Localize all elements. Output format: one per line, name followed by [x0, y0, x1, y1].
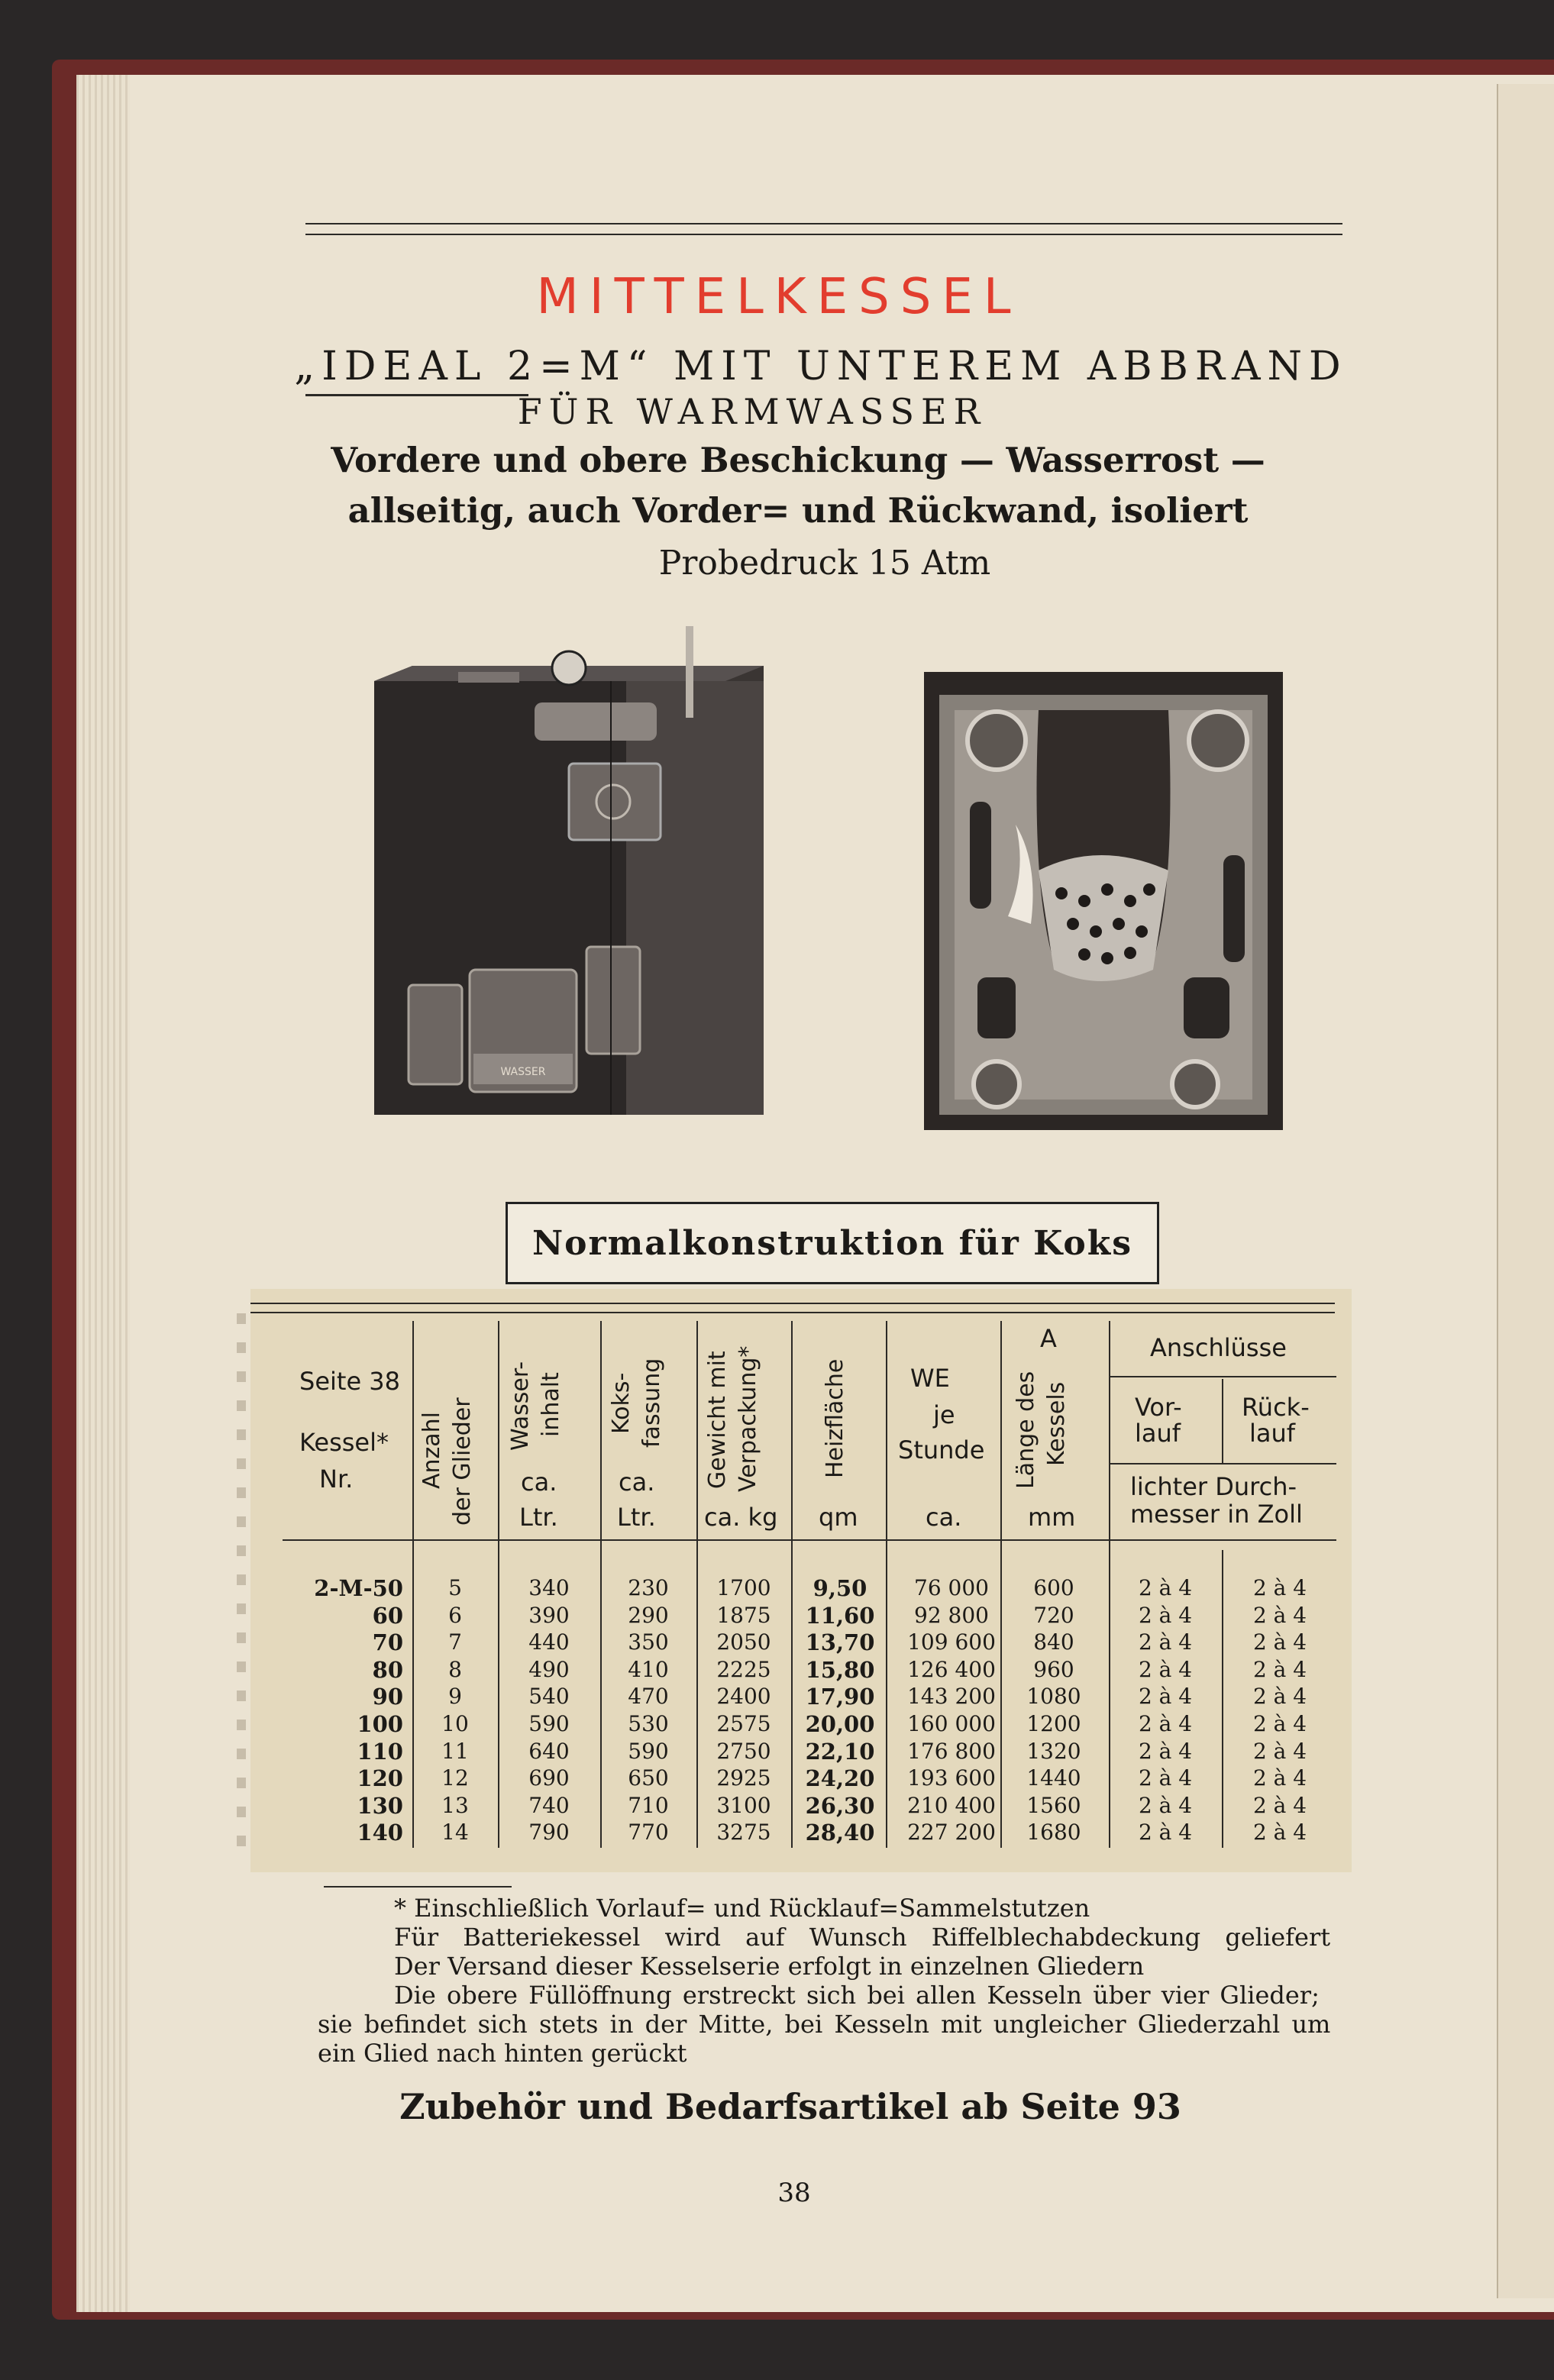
- cell-we: 126 400: [907, 1656, 996, 1682]
- page-number: 38: [777, 2178, 811, 2208]
- header-heiz-unit: qm: [819, 1503, 858, 1532]
- cell-laenge: 720: [1033, 1602, 1074, 1628]
- cell-heiz: 28,40: [805, 1820, 875, 1846]
- header-laenge: Länge des: [1013, 1371, 1039, 1489]
- cell-gewicht: 2575: [716, 1711, 771, 1736]
- lichter-rule: [1109, 1463, 1336, 1464]
- top-rule-1: [305, 223, 1342, 224]
- header-ruecklauf-1: Rück-: [1242, 1393, 1310, 1422]
- cell-gewicht: 2050: [716, 1629, 771, 1655]
- cell-ruecklauf: 2 à 4: [1252, 1602, 1307, 1628]
- cell-nr: 130: [357, 1792, 403, 1819]
- footnote-2: Für Batteriekessel wird auf Wunsch Riffelblechabdeckung geliefert: [394, 1923, 1331, 1952]
- cell-nr: 100: [357, 1711, 403, 1737]
- cell-glieder: 7: [448, 1629, 462, 1655]
- cell-heiz: 11,60: [805, 1602, 875, 1629]
- cell-glieder: 5: [448, 1575, 462, 1600]
- cell-vorlauf: 2 à 4: [1138, 1792, 1193, 1818]
- cell-heiz: 15,80: [805, 1656, 875, 1683]
- header-vorlauf-2: lauf: [1135, 1419, 1181, 1448]
- cell-vorlauf: 2 à 4: [1138, 1629, 1193, 1655]
- cell-nr: 70: [372, 1629, 403, 1656]
- header-wasser: Wasser-: [507, 1361, 534, 1451]
- cell-nr: 60: [372, 1602, 403, 1629]
- cell-ruecklauf: 2 à 4: [1252, 1792, 1307, 1818]
- page-edge-stack: [76, 75, 130, 2312]
- description-line-2: allseitig, auch Vorder= und Rückwand, isoliert: [347, 490, 1249, 531]
- cell-glieder: 13: [441, 1792, 469, 1818]
- header-we: WE: [910, 1364, 950, 1393]
- cell-wasser: 490: [528, 1656, 570, 1682]
- header-inhalt: inhalt: [538, 1372, 564, 1437]
- header-stunde: Stunde: [898, 1435, 985, 1464]
- top-rule-2: [305, 234, 1342, 235]
- header-gewicht: Gewicht mit: [704, 1351, 731, 1489]
- footnote-3: Der Versand dieser Kesselserie erfolgt in einzelnen Gliedern: [394, 1952, 1145, 1981]
- header-je: je: [933, 1400, 955, 1429]
- cell-wasser: 690: [528, 1765, 570, 1791]
- cell-koks: 650: [628, 1765, 669, 1791]
- cell-heiz: 13,70: [805, 1629, 875, 1656]
- cell-ruecklauf: 2 à 4: [1252, 1629, 1307, 1655]
- cell-heiz: 26,30: [805, 1792, 875, 1819]
- cell-laenge: 960: [1033, 1656, 1074, 1682]
- footnote-1: * Einschließlich Vorlauf= und Rücklauf=Sammelstutzen: [394, 1894, 1090, 1923]
- header-verpackung: Verpackung*: [735, 1345, 761, 1492]
- cell-laenge: 1440: [1026, 1765, 1081, 1791]
- cell-nr: 80: [372, 1656, 403, 1683]
- cell-wasser: 540: [528, 1684, 570, 1710]
- header-ruecklauf-2: lauf: [1249, 1419, 1296, 1448]
- header-fassung: fassung: [638, 1358, 665, 1448]
- cell-we: 143 200: [907, 1684, 996, 1710]
- cell-laenge: 1200: [1026, 1711, 1081, 1736]
- cell-vorlauf: 2 à 4: [1138, 1738, 1193, 1764]
- cell-wasser: 640: [528, 1738, 570, 1764]
- cell-glieder: 14: [441, 1820, 469, 1846]
- col-sep-10: [1222, 1550, 1223, 1848]
- cell-heiz: 20,00: [805, 1711, 875, 1737]
- cell-koks: 350: [628, 1629, 669, 1655]
- cell-glieder: 6: [448, 1602, 462, 1628]
- header-glieder: der Glieder: [449, 1397, 476, 1526]
- cell-we: 160 000: [907, 1711, 996, 1736]
- header-heizflaeche: Heizfläche: [822, 1358, 848, 1478]
- table-top-rule-1: [250, 1303, 1335, 1304]
- header-koks-ltr: Ltr.: [617, 1503, 656, 1532]
- boiler-cross-section-photo: [924, 672, 1283, 1130]
- cell-glieder: 9: [448, 1684, 462, 1710]
- cell-koks: 290: [628, 1602, 669, 1628]
- cell-ruecklauf: 2 à 4: [1252, 1820, 1307, 1846]
- cell-koks: 770: [628, 1820, 669, 1846]
- footnote-rule: [324, 1886, 512, 1888]
- door-plate-label: WASSER: [500, 1066, 546, 1078]
- cell-ruecklauf: 2 à 4: [1252, 1738, 1307, 1764]
- perforation-strip: [237, 1313, 246, 1848]
- header-seite: Seite 38: [299, 1367, 401, 1396]
- cell-koks: 530: [628, 1711, 669, 1736]
- cell-gewicht: 2925: [716, 1765, 771, 1791]
- anschluss-rule: [1109, 1376, 1336, 1377]
- cell-nr: 110: [357, 1738, 403, 1765]
- cell-nr: 90: [372, 1684, 403, 1710]
- facing-page-edge: [1497, 84, 1554, 2298]
- cell-glieder: 11: [441, 1738, 469, 1764]
- cell-gewicht: 3100: [716, 1792, 771, 1818]
- cell-gewicht: 2400: [716, 1684, 771, 1710]
- cell-we: 210 400: [907, 1792, 996, 1818]
- header-gewicht-unit: ca. kg: [704, 1503, 778, 1532]
- cell-vorlauf: 2 à 4: [1138, 1684, 1193, 1710]
- cell-koks: 230: [628, 1575, 669, 1600]
- header-laenge-unit: mm: [1028, 1503, 1076, 1532]
- cell-wasser: 590: [528, 1711, 570, 1736]
- cell-we: 76 000: [914, 1575, 989, 1600]
- cell-vorlauf: 2 à 4: [1138, 1575, 1193, 1600]
- header-nr: Nr.: [319, 1464, 354, 1494]
- cell-we: 227 200: [907, 1820, 996, 1846]
- cell-laenge: 600: [1033, 1575, 1074, 1600]
- header-A: A: [1040, 1324, 1057, 1353]
- product-subtitle: „IDEAL 2=M“ MIT UNTEREM ABBRAND: [294, 344, 1348, 389]
- cell-vorlauf: 2 à 4: [1138, 1820, 1193, 1846]
- cell-koks: 410: [628, 1656, 669, 1682]
- cell-we: 109 600: [907, 1629, 996, 1655]
- cell-glieder: 8: [448, 1656, 462, 1682]
- cell-we: 92 800: [914, 1602, 989, 1628]
- header-koks: Koks-: [608, 1372, 635, 1434]
- cell-nr: 140: [357, 1820, 403, 1846]
- cell-laenge: 1080: [1026, 1684, 1081, 1710]
- cell-nr: 120: [357, 1765, 403, 1792]
- header-anzahl: Anzahl: [418, 1411, 445, 1489]
- cell-ruecklauf: 2 à 4: [1252, 1575, 1307, 1600]
- col-sep-8: [1109, 1321, 1110, 1848]
- product-subtitle-2: FÜR WARMWASSER: [517, 391, 987, 432]
- cell-heiz: 9,50: [813, 1575, 867, 1601]
- cell-nr: 2-M-50: [314, 1575, 403, 1601]
- header-kessel: Kessel*: [299, 1428, 389, 1457]
- cell-laenge: 1680: [1026, 1820, 1081, 1846]
- cell-gewicht: 2225: [716, 1656, 771, 1682]
- test-pressure: Probedruck 15 Atm: [658, 544, 991, 583]
- cell-ruecklauf: 2 à 4: [1252, 1711, 1307, 1736]
- cell-heiz: 17,90: [805, 1684, 875, 1710]
- normal-construction-label: Normalkonstruktion für Koks: [506, 1202, 1159, 1284]
- header-we-ca: ca.: [926, 1503, 962, 1532]
- cell-koks: 590: [628, 1738, 669, 1764]
- table-header-rule: [283, 1539, 1336, 1541]
- cell-wasser: 740: [528, 1792, 570, 1818]
- cell-gewicht: 3275: [716, 1820, 771, 1846]
- cell-vorlauf: 2 à 4: [1138, 1656, 1193, 1682]
- cell-ruecklauf: 2 à 4: [1252, 1765, 1307, 1791]
- header-lichter-2: messer in Zoll: [1130, 1500, 1303, 1529]
- cell-vorlauf: 2 à 4: [1138, 1602, 1193, 1628]
- cell-wasser: 790: [528, 1820, 570, 1846]
- cell-ruecklauf: 2 à 4: [1252, 1684, 1307, 1710]
- cell-wasser: 440: [528, 1629, 570, 1655]
- table-top-rule-2: [250, 1312, 1335, 1313]
- header-lichter-1: lichter Durch-: [1130, 1472, 1297, 1501]
- cell-vorlauf: 2 à 4: [1138, 1711, 1193, 1736]
- header-koks-ca: ca.: [619, 1468, 655, 1497]
- description-line-1: Vordere und obere Beschickung — Wasserrost —: [331, 440, 1265, 480]
- cell-ruecklauf: 2 à 4: [1252, 1656, 1307, 1682]
- cell-we: 176 800: [907, 1738, 996, 1764]
- footnote-4: Die obere Füllöffnung erstreckt sich bei allen Kesseln über vier Glieder;: [394, 1981, 1320, 2010]
- footnote-5: sie befindet sich stets in der Mitte, bei Kesseln mit ungleicher Gliederzahl um: [318, 2010, 1331, 2039]
- cell-glieder: 12: [441, 1765, 469, 1791]
- cell-heiz: 24,20: [805, 1765, 875, 1792]
- header-wasser-ca: ca.: [521, 1468, 557, 1497]
- accessories-reference: Zubehör und Bedarfsartikel ab Seite 93: [399, 2086, 1181, 2127]
- page-title: MITTELKESSEL: [536, 269, 1022, 325]
- cell-laenge: 1560: [1026, 1792, 1081, 1818]
- cell-laenge: 1320: [1026, 1738, 1081, 1764]
- cell-we: 193 600: [907, 1765, 996, 1791]
- cell-koks: 470: [628, 1684, 669, 1710]
- cell-koks: 710: [628, 1792, 669, 1818]
- header-vorlauf-1: Vor-: [1135, 1393, 1182, 1422]
- cell-glieder: 10: [441, 1711, 469, 1736]
- header-anschluesse: Anschlüsse: [1150, 1333, 1287, 1362]
- cell-gewicht: 2750: [716, 1738, 771, 1764]
- col-sep-9: [1222, 1379, 1223, 1463]
- cell-wasser: 340: [528, 1575, 570, 1600]
- cell-heiz: 22,10: [805, 1738, 875, 1765]
- header-kessels: Kessels: [1043, 1381, 1070, 1466]
- cell-vorlauf: 2 à 4: [1138, 1765, 1193, 1791]
- footnote-6: ein Glied nach hinten gerückt: [318, 2039, 687, 2068]
- cell-laenge: 840: [1033, 1629, 1074, 1655]
- boiler-exterior-photo: [367, 626, 771, 1145]
- cell-gewicht: 1875: [716, 1602, 771, 1628]
- cell-wasser: 390: [528, 1602, 570, 1628]
- cell-gewicht: 1700: [716, 1575, 771, 1600]
- header-wasser-ltr: Ltr.: [519, 1503, 558, 1532]
